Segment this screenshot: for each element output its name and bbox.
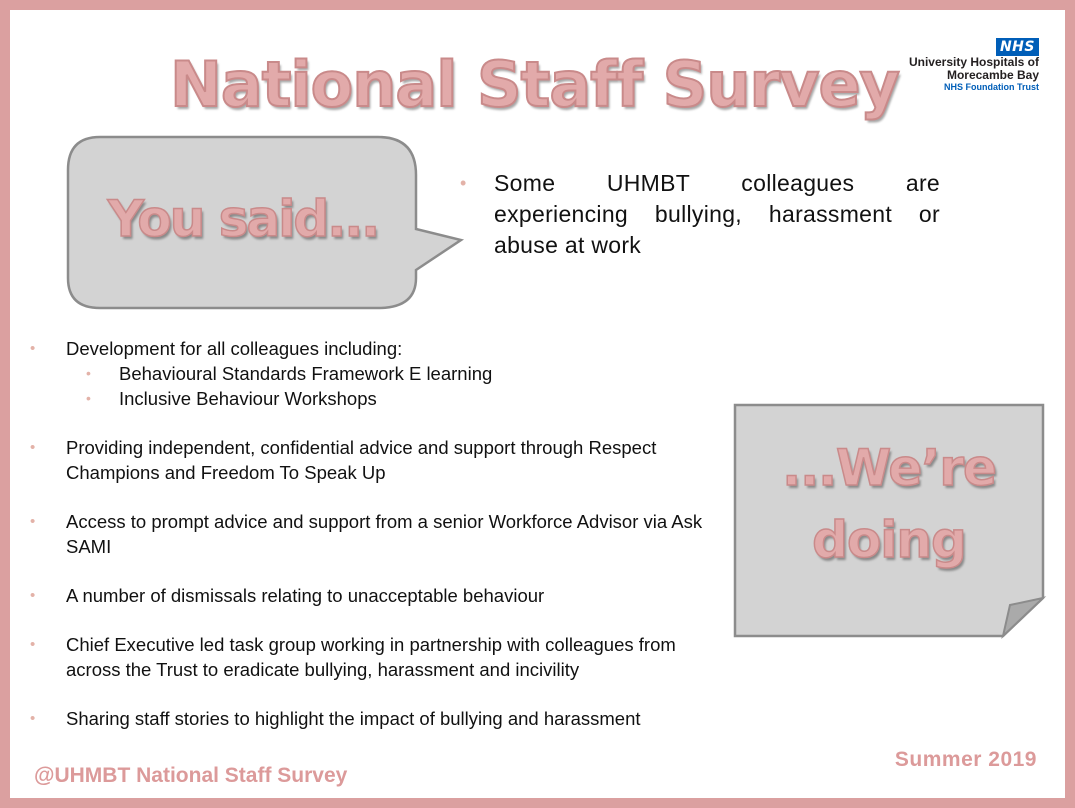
list-item: • Access to prompt advice and support from a senior Workforce Advisor via Ask SAMI	[30, 511, 703, 557]
we-are-doing-list	[30, 336, 730, 755]
heading-line-2: doing	[812, 511, 966, 569]
list-item: • Providing independent, confidential advice and support through Respect Champions and Freedom To Speak Up	[30, 437, 657, 483]
bullet-icon: •	[86, 390, 91, 406]
list-item: • A number of dismissals relating to unacceptable behaviour	[30, 585, 545, 606]
you-said-list	[460, 168, 940, 261]
slide-title: National Staff Survey	[170, 48, 899, 121]
sub-list-item: • Inclusive Behaviour Workshops	[86, 388, 377, 409]
list-item: • Chief Executive led task group working in partnership with colleagues from across the Trust to eradicate bullying, harassment and incivility	[30, 634, 676, 680]
nhs-badge: NHS	[996, 38, 1039, 56]
sub-list-item: • Behavioural Standards Framework E learning	[86, 363, 493, 384]
list-item: • Sharing staff stories to highlight the impact of bullying and harassment	[30, 708, 641, 729]
logo-line-1: University Hospitals of	[908, 55, 1039, 69]
sub-list	[66, 361, 730, 411]
list-item: • Some UHMBT colleagues are experiencing bullying, harassment or abuse at work	[460, 170, 940, 258]
logo-line-3: NHS Foundation Trust	[944, 82, 1039, 92]
bullet-icon: •	[30, 636, 36, 653]
you-said-heading: You said...	[107, 190, 379, 248]
logo-line-2: Morecambe Bay	[946, 68, 1039, 82]
bullet-icon: •	[30, 439, 36, 456]
bullet-icon: •	[30, 340, 36, 357]
bullet-icon: •	[460, 173, 467, 193]
bullet-icon: •	[30, 587, 36, 604]
footer-handle: @UHMBT National Staff Survey	[34, 764, 348, 787]
heading-line-1: ...We’re	[782, 439, 996, 497]
nhs-logo	[909, 38, 1039, 93]
footer-date: Summer 2019	[894, 748, 1037, 771]
we-are-doing-heading	[735, 432, 1043, 576]
bullet-icon: •	[86, 365, 91, 381]
bullet-icon: •	[30, 710, 36, 727]
bullet-icon: •	[30, 513, 36, 530]
list-item: • Development for all colleagues including: • Behavioural Standards Framework E learning • Inclusive Behaviour Workshops	[30, 336, 730, 411]
